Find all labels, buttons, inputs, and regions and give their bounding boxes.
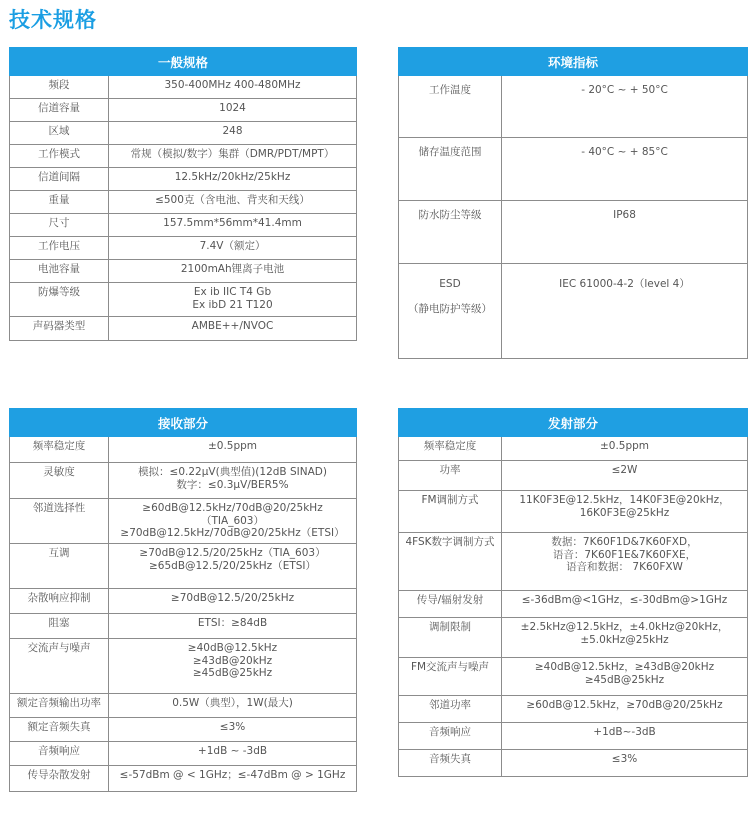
transmit-spec-label: 音频响应 bbox=[399, 723, 502, 750]
receive-spec-value: ETSI：≥84dB bbox=[109, 614, 357, 639]
receive-spec-value: ≥60dB@12.5kHz/70dB@20/25kHz（TIA_603） ≥70dB@12.5kHz/70dB@20/25kHz（ETSI） bbox=[109, 499, 357, 544]
general-spec-table bbox=[9, 47, 357, 341]
receive-spec-row bbox=[10, 544, 357, 589]
general-spec-label: 信道容量 bbox=[10, 99, 109, 122]
receive-spec-label: 阻塞 bbox=[10, 614, 109, 639]
general-spec-row bbox=[10, 99, 357, 122]
receive-spec-label: 灵敏度 bbox=[10, 463, 109, 499]
transmit-spec-value: ≤-36dBm@<1GHz，≤-30dBm@>1GHz bbox=[502, 591, 748, 618]
transmit-spec-value: 数据：7K60F1D&7K60FXD， 语音：7K60F1E&7K60FXE， 语音和数据： 7K60FXW bbox=[502, 533, 748, 591]
general-spec-label: 频段 bbox=[10, 76, 109, 99]
receive-spec-row bbox=[10, 718, 357, 742]
receive-spec-label: 杂散响应抑制 bbox=[10, 589, 109, 614]
transmit-spec-row bbox=[399, 658, 748, 696]
receive-spec-row bbox=[10, 589, 357, 614]
transmit-spec-value: ≤3% bbox=[502, 750, 748, 777]
transmit-spec-header: 发射部分 bbox=[399, 409, 748, 437]
environment-spec-label: 防水防尘等级 bbox=[399, 201, 502, 264]
receive-spec-value: 模拟：≤0.22μV(典型值)(12dB SINAD) 数字：≤0.3μV/BER5% bbox=[109, 463, 357, 499]
receive-spec-label: 交流声与噪声 bbox=[10, 639, 109, 694]
receive-spec-value: ≥40dB@12.5kHz ≥43dB@20kHz ≥45dB@25kHz bbox=[109, 639, 357, 694]
transmit-spec-value: ≥40dB@12.5kHz，≥43dB@20kHz ≥45dB@25kHz bbox=[502, 658, 748, 696]
receive-spec-value: ≤-57dBm @ < 1GHz；≤-47dBm @ > 1GHz bbox=[109, 766, 357, 792]
general-spec-row bbox=[10, 191, 357, 214]
receive-spec-row bbox=[10, 766, 357, 792]
transmit-spec-value: ±0.5ppm bbox=[502, 437, 748, 461]
general-spec-row bbox=[10, 145, 357, 168]
receive-spec-value: 0.5W（典型），1W(最大) bbox=[109, 694, 357, 718]
general-spec-value: 2100mAh锂离子电池 bbox=[109, 260, 357, 283]
transmit-spec-value: ≤2W bbox=[502, 461, 748, 491]
general-spec-label: 声码器类型 bbox=[10, 317, 109, 341]
transmit-spec-row bbox=[399, 723, 748, 750]
general-spec-label: 区域 bbox=[10, 122, 109, 145]
environment-spec-label: ESD （静电防护等级） bbox=[399, 264, 502, 359]
environment-spec-row bbox=[399, 201, 748, 264]
environment-spec-value: - 20°C ~ + 50°C bbox=[502, 76, 748, 138]
receive-spec-row bbox=[10, 742, 357, 766]
receive-spec-label: 邻道选择性 bbox=[10, 499, 109, 544]
transmit-spec-row bbox=[399, 533, 748, 591]
general-spec-row bbox=[10, 283, 357, 317]
environment-spec-row bbox=[399, 264, 748, 359]
page-title: 技术规格 bbox=[9, 8, 97, 32]
general-spec-label: 防爆等级 bbox=[10, 283, 109, 317]
environment-spec-value: IEC 61000-4-2（level 4） bbox=[502, 264, 748, 359]
transmit-spec-label: 功率 bbox=[399, 461, 502, 491]
environment-spec-value: - 40°C ~ + 85°C bbox=[502, 138, 748, 201]
environment-spec-row bbox=[399, 76, 748, 138]
receive-spec-table bbox=[9, 408, 357, 792]
transmit-spec-value: +1dB~-3dB bbox=[502, 723, 748, 750]
general-spec-label: 工作模式 bbox=[10, 145, 109, 168]
general-spec-value: 7.4V（额定） bbox=[109, 237, 357, 260]
receive-spec-label: 频率稳定度 bbox=[10, 437, 109, 463]
general-spec-row bbox=[10, 260, 357, 283]
receive-spec-value: ≤3% bbox=[109, 718, 357, 742]
receive-spec-label: 传导杂散发射 bbox=[10, 766, 109, 792]
receive-spec-row bbox=[10, 639, 357, 694]
general-spec-value: ≤500克（含电池、背夹和天线） bbox=[109, 191, 357, 214]
transmit-spec-label: FM交流声与噪声 bbox=[399, 658, 502, 696]
general-spec-row bbox=[10, 317, 357, 341]
environment-spec-row bbox=[399, 138, 748, 201]
general-spec-value: 350-400MHz 400-480MHz bbox=[109, 76, 357, 99]
transmit-spec-row bbox=[399, 618, 748, 658]
transmit-spec-value: ±2.5kHz@12.5kHz，±4.0kHz@20kHz， ±5.0kHz@25kHz bbox=[502, 618, 748, 658]
environment-spec-label: 工作温度 bbox=[399, 76, 502, 138]
receive-spec-value: ≥70dB@12.5/20/25kHz bbox=[109, 589, 357, 614]
transmit-spec-label: 4FSK数字调制方式 bbox=[399, 533, 502, 591]
receive-spec-label: 互调 bbox=[10, 544, 109, 589]
transmit-spec-row bbox=[399, 491, 748, 533]
general-spec-row bbox=[10, 214, 357, 237]
environment-spec-value: IP68 bbox=[502, 201, 748, 264]
transmit-spec-label: 传导/辐射发射 bbox=[399, 591, 502, 618]
general-spec-value: AMBE++/NVOC bbox=[109, 317, 357, 341]
environment-spec-table bbox=[398, 47, 748, 359]
receive-spec-value: +1dB ~ -3dB bbox=[109, 742, 357, 766]
general-spec-label: 信道间隔 bbox=[10, 168, 109, 191]
receive-spec-row bbox=[10, 694, 357, 718]
general-spec-value: 12.5kHz/20kHz/25kHz bbox=[109, 168, 357, 191]
general-spec-row bbox=[10, 76, 357, 99]
receive-spec-row bbox=[10, 437, 357, 463]
receive-spec-value: ±0.5ppm bbox=[109, 437, 357, 463]
general-spec-header: 一般规格 bbox=[10, 48, 357, 76]
receive-spec-header: 接收部分 bbox=[10, 409, 357, 437]
environment-spec-label: 储存温度范围 bbox=[399, 138, 502, 201]
general-spec-value: Ex ib IIC T4 Gb Ex ibD 21 T120 bbox=[109, 283, 357, 317]
transmit-spec-value: ≥60dB@12.5kHz，≥70dB@20/25kHz bbox=[502, 696, 748, 723]
general-spec-value: 157.5mm*56mm*41.4mm bbox=[109, 214, 357, 237]
general-spec-label: 尺寸 bbox=[10, 214, 109, 237]
general-spec-label: 工作电压 bbox=[10, 237, 109, 260]
general-spec-value: 1024 bbox=[109, 99, 357, 122]
receive-spec-row bbox=[10, 463, 357, 499]
receive-spec-value: ≥70dB@12.5/20/25kHz（TIA_603） ≥65dB@12.5/20/25kHz（ETSI） bbox=[109, 544, 357, 589]
transmit-spec-row bbox=[399, 461, 748, 491]
transmit-spec-row bbox=[399, 437, 748, 461]
transmit-spec-label: FM调制方式 bbox=[399, 491, 502, 533]
receive-spec-row bbox=[10, 614, 357, 639]
general-spec-row bbox=[10, 122, 357, 145]
receive-spec-label: 音频响应 bbox=[10, 742, 109, 766]
transmit-spec-value: 11K0F3E@12.5kHz，14K0F3E@20kHz， 16K0F3E@25kHz bbox=[502, 491, 748, 533]
environment-spec-header: 环境指标 bbox=[399, 48, 748, 76]
receive-spec-row bbox=[10, 499, 357, 544]
general-spec-label: 重量 bbox=[10, 191, 109, 214]
receive-spec-label: 额定音频输出功率 bbox=[10, 694, 109, 718]
receive-spec-label: 额定音频失真 bbox=[10, 718, 109, 742]
general-spec-label: 电池容量 bbox=[10, 260, 109, 283]
transmit-spec-table bbox=[398, 408, 748, 777]
general-spec-value: 248 bbox=[109, 122, 357, 145]
transmit-spec-label: 调制限制 bbox=[399, 618, 502, 658]
transmit-spec-label: 频率稳定度 bbox=[399, 437, 502, 461]
transmit-spec-label: 邻道功率 bbox=[399, 696, 502, 723]
transmit-spec-row bbox=[399, 750, 748, 777]
general-spec-row bbox=[10, 168, 357, 191]
transmit-spec-row bbox=[399, 696, 748, 723]
general-spec-value: 常规（模拟/数字）集群（DMR/PDT/MPT） bbox=[109, 145, 357, 168]
general-spec-row bbox=[10, 237, 357, 260]
transmit-spec-row bbox=[399, 591, 748, 618]
transmit-spec-label: 音频失真 bbox=[399, 750, 502, 777]
